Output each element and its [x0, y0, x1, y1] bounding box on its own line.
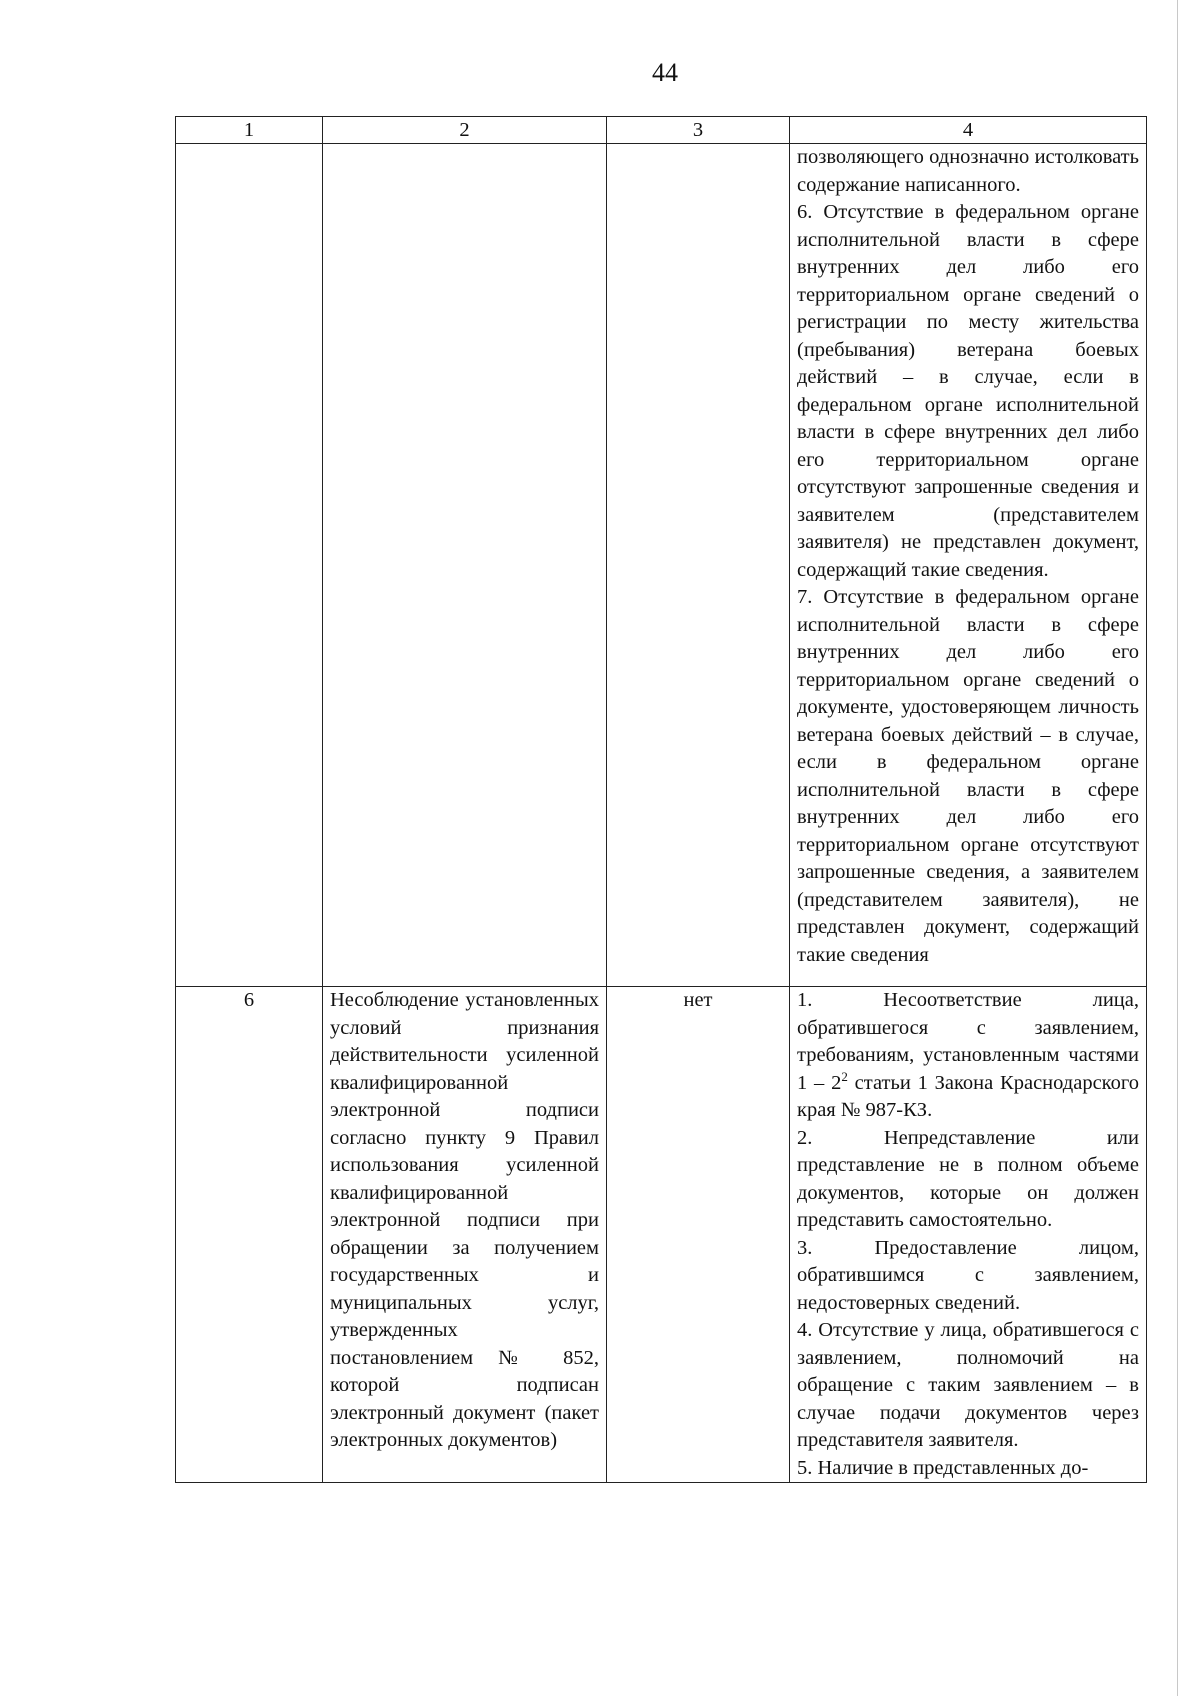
row2-p1-text: 1. Несоответствие лица, обратившегося с заявлением, требованиям, установленным частями 1 – 2 [797, 989, 1139, 1094]
page-number: 44 [652, 58, 678, 87]
document-table [175, 116, 1147, 1483]
row1-col2 [323, 144, 607, 987]
row1-paragraph-continued: позволяющего однозначно истолковать содержание написанного. [797, 146, 1139, 196]
header-cell-1: 1 [176, 117, 323, 144]
row1-col3 [607, 144, 790, 987]
row2-p1-text-end: статьи 1 Закона Краснодарского края № 987-КЗ. [797, 1071, 1139, 1121]
table-header-row [176, 117, 1147, 144]
row2-paragraph-2: 2. Непредставление или представление не в полном объеме документов, которые он должен представить самостоятельно. [797, 1126, 1139, 1231]
row2-p1-superscript: 2 [841, 1068, 848, 1084]
row2-paragraph-1 [797, 987, 1139, 1125]
row2-paragraph-3: 3. Предоставление лицом, обратившимся с заявлением, недостоверных сведений. [797, 1236, 1139, 1314]
table-row [176, 144, 1147, 987]
row2-paragraph-5: 5. Наличие в представленных до- [797, 1456, 1089, 1479]
header-cell-4: 4 [790, 117, 1147, 144]
header-cell-2: 2 [323, 117, 607, 144]
row2-number: 6 [176, 987, 323, 1483]
row1-col1 [176, 144, 323, 987]
table-row [176, 987, 1147, 1483]
row1-paragraph-7: 7. Отсутствие в федеральном органе исполнительной власти в сфере внутренних дел либо его территориальном органе сведений о документе, удостоверяющем личность ветерана боевых действий – в случае, если в федеральном органе исполнительной власти в сфере внутренних дел либо его территориальном органе отсутствуют запрошенные сведения, а заявителем (представителем заявителя), не представлен документ, содержащий такие сведения [797, 586, 1139, 966]
scan-edge-line [1177, 0, 1178, 1696]
row2-value: нет [607, 987, 790, 1483]
header-cell-3: 3 [607, 117, 790, 144]
row2-paragraph-4: 4. Отсутствие у лица, обратившегося с заявлением, полномочий на обращение с таким заявлением – в случае подачи документов через представителя заявителя. [797, 1319, 1139, 1451]
row1-paragraph-6: 6. Отсутствие в федеральном органе исполнительной власти в сфере внутренних дел либо его территориальном органе сведений о регистрации по месту жительства (пребывания) ветерана боевых действий – в случае, если в федеральном органе исполнительной власти в сфере внутренних дел либо его территориальном органе отсутствуют запрошенные сведения и заявителем (представителем заявителя) не представлен документ, содержащий такие сведения. [797, 201, 1139, 581]
row2-description: Несоблюдение установленных условий признания действительности усиленной квалифицированной электронной подписи согласно пункту 9 Правил использования усиленной квалифицированной электронной подписи при обращении за получением государственных и муниципальных услуг, утвержденных постановлением № 852, которой подписан электронный документ (пакет электронных документов) [323, 987, 607, 1483]
row1-col4 [790, 144, 1147, 987]
row2-col4 [790, 987, 1147, 1483]
